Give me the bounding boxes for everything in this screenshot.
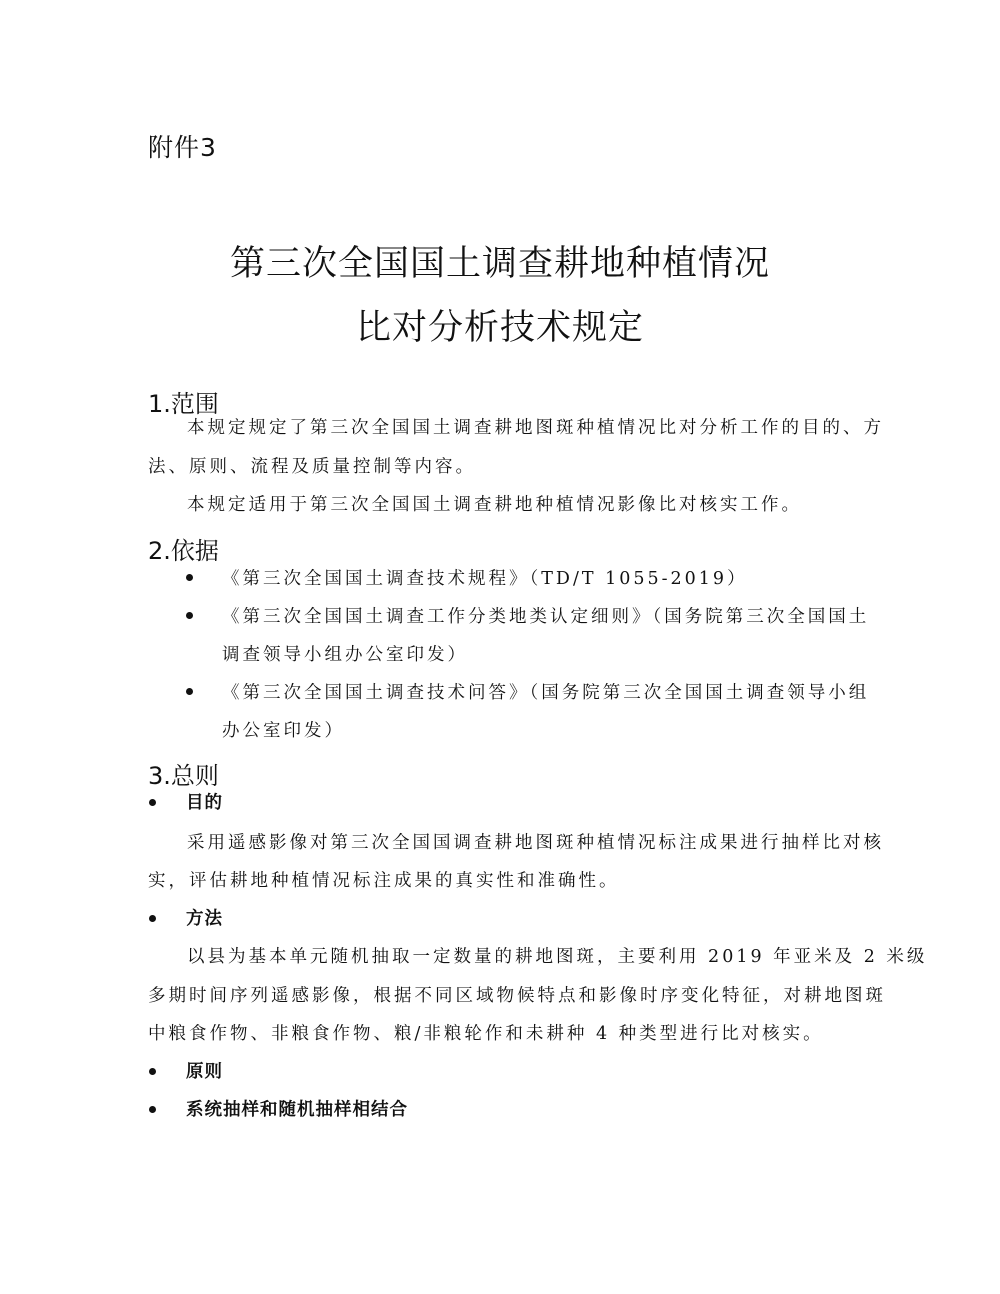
purpose-line-2: 实，评估耕地种植情况标注成果的真实性和准确性。 <box>148 871 620 891</box>
document-title-line-2: 比对分析技术规定 <box>355 308 644 348</box>
method-label: 方法 <box>186 909 223 929</box>
bullet-icon <box>186 612 193 619</box>
document-title-line-1: 第三次全国国土调查耕地种植情况 <box>229 244 770 284</box>
purpose-label: 目的 <box>186 793 223 813</box>
principle-label: 原则 <box>186 1062 223 1082</box>
bullet-icon <box>149 1068 156 1075</box>
bullet-icon <box>149 915 156 922</box>
bullet-icon <box>149 799 156 806</box>
section-heading-scope: 1.范围 <box>148 390 219 418</box>
attachment-label: 附件3 <box>148 133 217 162</box>
method-line-1: 以县为基本单元随机抽取一定数量的耕地图斑，主要利用 2019 年亚米及 2 米级 <box>187 947 928 967</box>
purpose-line-1: 采用遥感影像对第三次全国国调查耕地图斑种植情况标注成果进行抽样比对核 <box>187 833 884 853</box>
reference-item-3-line-2: 办公室印发） <box>222 721 345 741</box>
method-line-3: 中粮食作物、非粮食作物、粮/非粮轮作和未耕种 4 种类型进行比对核实。 <box>148 1024 824 1044</box>
section-heading-basis: 2.依据 <box>148 537 219 565</box>
bullet-icon <box>186 574 193 581</box>
scope-paragraph-1-line-1: 本规定规定了第三次全国国土调查耕地图斑种植情况比对分析工作的目的、方 <box>187 418 884 438</box>
bullet-icon <box>149 1106 156 1113</box>
section-heading-general: 3.总则 <box>148 762 219 790</box>
reference-item-3-line-1: 《第三次全国国土调查技术问答》（国务院第三次全国国土调查领导小组 <box>222 683 870 703</box>
bullet-icon <box>186 688 193 695</box>
reference-item-2-line-1: 《第三次全国国土调查工作分类地类认定细则》（国务院第三次全国国土 <box>222 607 870 627</box>
scope-paragraph-2: 本规定适用于第三次全国国土调查耕地种植情况影像比对核实工作。 <box>187 495 802 515</box>
reference-item-1: 《第三次全国国土调查技术规程》（TD/T 1055-2019） <box>222 569 748 589</box>
principle-item-1: 系统抽样和随机抽样相结合 <box>186 1100 408 1120</box>
scope-paragraph-1-line-2: 法、原则、流程及质量控制等内容。 <box>148 457 476 477</box>
method-line-2: 多期时间序列遥感影像，根据不同区域物候特点和影像时序变化特征，对耕地图斑 <box>148 986 886 1006</box>
reference-item-2-line-2: 调查领导小组办公室印发） <box>222 645 468 665</box>
